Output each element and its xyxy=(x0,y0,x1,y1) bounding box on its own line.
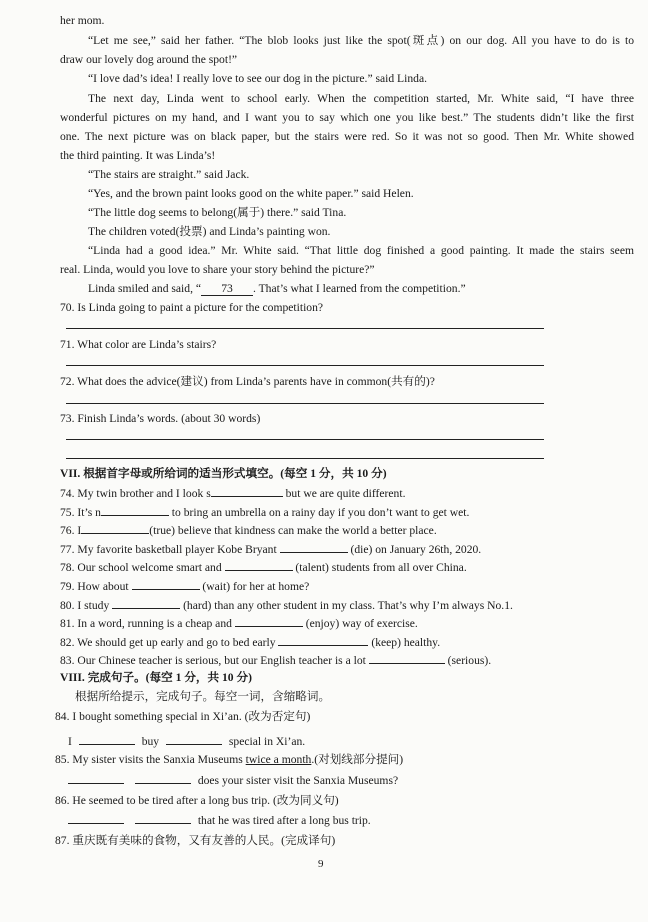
answer-blank[interactable] xyxy=(68,812,124,824)
story-line: “The stairs are straight.” said Jack. xyxy=(88,168,250,181)
answer-blank[interactable] xyxy=(112,597,180,609)
question-72: 72. What does the advice(建议) from Linda’s parents have in common(共有的)? xyxy=(60,375,435,388)
question-81: 81. In a word, running is a cheap and (enjoy) way of exercise. xyxy=(60,617,418,630)
answer-blank[interactable] xyxy=(369,652,445,664)
answer-line-72[interactable] xyxy=(66,403,544,404)
answer-blank[interactable] xyxy=(135,772,191,784)
section-7-title: VII. 根据首字母或所给词的适当形式填空。(每空 1 分，共 10 分) xyxy=(60,467,387,480)
question-70: 70. Is Linda going to paint a picture for the competition? xyxy=(60,301,324,314)
question-86: 86. He seemed to be tired after a long bus trip. (改为同义句) xyxy=(55,794,339,807)
question-71: 71. What color are Linda’s stairs? xyxy=(60,338,217,351)
question-87: 87. 重庆既有美味的食物，又有友善的人民。(完成译句) xyxy=(55,834,336,847)
story-text: . That’s what I learned from the competition.” xyxy=(253,282,466,295)
question-73: 73. Finish Linda’s words. (about 30 words) xyxy=(60,412,261,425)
answer-blank[interactable] xyxy=(225,559,293,571)
story-line: The next day, Linda went to school early. When the competition started, Mr. White said, “I have three xyxy=(88,92,634,105)
story-line: wonderful pictures on my hand, and I want you to say which one you like best.” The students didn’t like the first xyxy=(60,111,634,124)
story-line: The children voted(投票) and Linda’s painting won. xyxy=(88,225,331,238)
question-83: 83. Our Chinese teacher is serious, but our English teacher is a lot (serious). xyxy=(60,654,492,667)
story-line: “I love dad’s idea! I really love to see our dog in the picture.” said Linda. xyxy=(88,72,427,85)
question-84: 84. I bought something special in Xi’an. (改为否定句) xyxy=(55,710,311,723)
story-line: the third painting. It was Linda’s! xyxy=(60,149,216,162)
answer-blank[interactable] xyxy=(135,812,191,824)
story-line: “The little dog seems to belong(属于) there.” said Tina. xyxy=(88,206,347,219)
answer-line-70[interactable] xyxy=(66,328,544,329)
page-number: 9 xyxy=(318,858,324,870)
story-line: one. The next picture was on black paper, but the stairs were red. So it was not so good. Then Mr. White showed xyxy=(60,130,634,143)
answer-line-73a[interactable] xyxy=(66,439,544,440)
story-text: Linda smiled and said, “ xyxy=(88,282,202,295)
story-line: “Yes, and the brown paint looks good on the white paper.” said Helen. xyxy=(88,187,414,200)
story-line: her mom. xyxy=(60,14,105,27)
answer-blank[interactable] xyxy=(81,522,149,534)
answer-line-71[interactable] xyxy=(66,365,544,366)
story-line: “Linda had a good idea.” Mr. White said. “That little dog finished a good painting. It made the stairs seem xyxy=(88,244,634,257)
answer-blank[interactable] xyxy=(68,772,124,784)
question-85: 85. My sister visits the Sanxia Museums twice a month.(对划线部分提问) xyxy=(55,753,404,766)
answer-blank[interactable] xyxy=(278,634,368,646)
answer-blank[interactable] xyxy=(211,485,283,497)
question-74: 74. My twin brother and I look s but we are quite different. xyxy=(60,487,406,500)
answer-blank[interactable] xyxy=(132,578,200,590)
question-85-answer: does your sister visit the Sanxia Museums? xyxy=(68,772,398,788)
question-75: 75. It’s n to bring an umbrella on a rainy day if you don’t want to get wet. xyxy=(60,506,470,519)
question-78: 78. Our school welcome smart and (talent) students from all over China. xyxy=(60,561,467,574)
story-line: “Let me see,” said her father. “The blob looks just like the spot(斑点) on our dog. All you have to do is to xyxy=(88,34,634,47)
underlined-phrase: twice a month xyxy=(245,753,312,766)
answer-blank[interactable] xyxy=(166,733,222,745)
question-79: 79. How about (wait) for her at home? xyxy=(60,580,310,593)
answer-blank[interactable] xyxy=(235,615,303,627)
story-line-73 xyxy=(88,282,466,296)
answer-blank[interactable] xyxy=(101,504,169,516)
question-84-answer: I buy special in Xi’an. xyxy=(68,735,306,748)
story-line: real. Linda, would you love to share your story behind the picture?” xyxy=(60,263,375,276)
section-8-instruction: 根据所给提示，完成句子。每空一词，含缩略词。 xyxy=(75,690,331,703)
answer-blank[interactable] xyxy=(280,541,348,553)
question-77: 77. My favorite basketball player Kobe Bryant (die) on January 26th, 2020. xyxy=(60,543,482,556)
answer-line-73b[interactable] xyxy=(66,458,544,459)
question-80: 80. I study (hard) than any other student in my class. That’s why I’m always No.1. xyxy=(60,599,513,612)
story-line: draw our lovely dog around the spot!” xyxy=(60,53,238,66)
question-86-answer: that he was tired after a long bus trip. xyxy=(68,812,371,828)
question-76: 76. I (true) believe that kindness can make the world a better place. xyxy=(60,524,437,537)
answer-blank[interactable] xyxy=(79,733,135,745)
answer-blank-73[interactable]: 73 xyxy=(201,283,253,296)
question-82: 82. We should get up early and go to bed early (keep) healthy. xyxy=(60,636,441,649)
section-8-title: VIII. 完成句子。(每空 1 分，共 10 分) xyxy=(60,671,252,684)
